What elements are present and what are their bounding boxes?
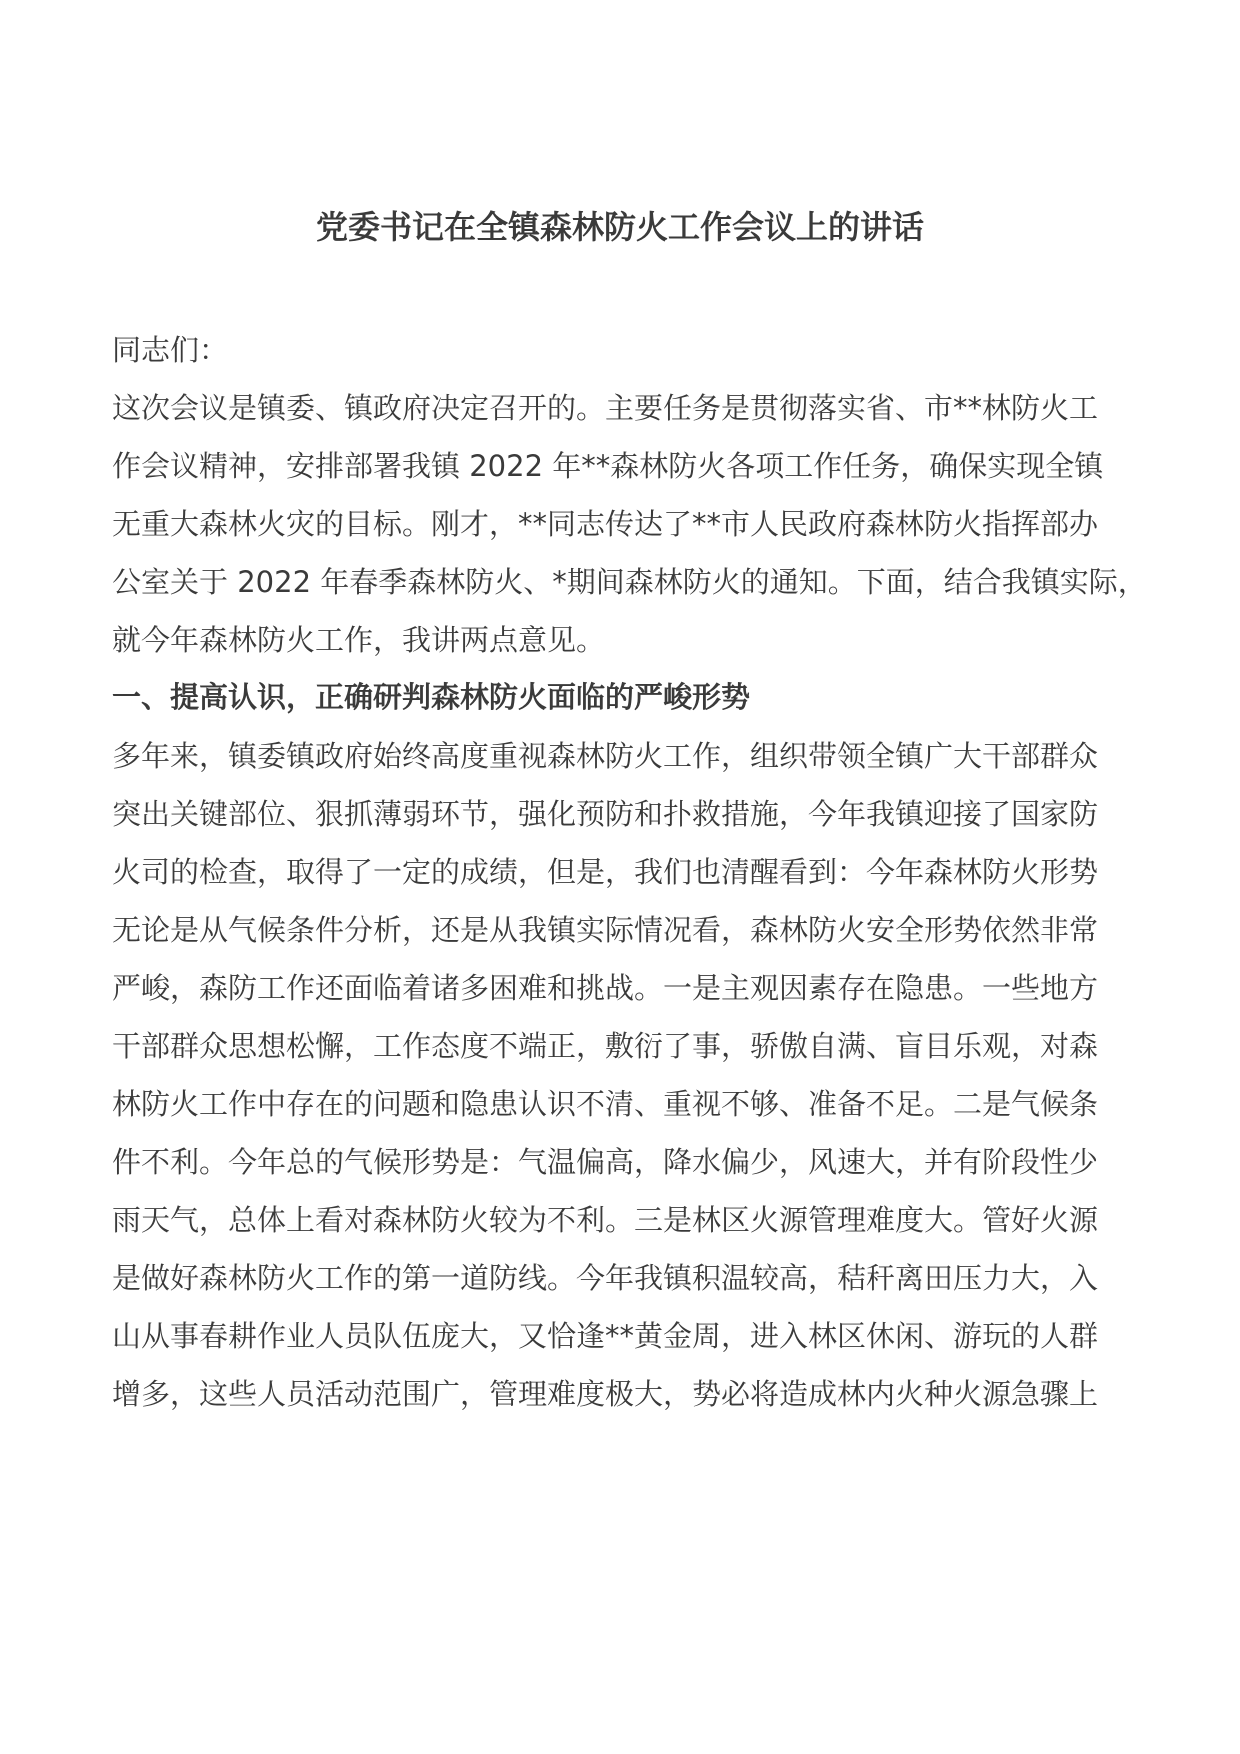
text-line: 作会议精神，安排部署我镇 2022 年**森林防火各项工作任务，确保实现全镇 [112, 449, 1104, 483]
text-line: 公室关于 2022 年春季森林防火、*期间森林防火的通知。下面，结合我镇实际， [112, 565, 1147, 599]
text-line: 火司的检查，取得了一定的成绩，但是，我们也清醒看到：今年森林防火形势 [112, 855, 1099, 889]
greeting: 同志们： [112, 333, 229, 367]
text-line: 林防火工作中存在的问题和隐患认识不清、重视不够、准备不足。二是气候条 [112, 1087, 1099, 1121]
text-line: 雨天气，总体上看对森林防火较为不利。三是林区火源管理难度大。管好火源 [112, 1203, 1099, 1237]
section-heading: 一、提高认识，正确研判森林防火面临的严峻形势 [112, 680, 751, 714]
text-line: 是做好森林防火工作的第一道防线。今年我镇积温较高，秸秆离田压力大，入 [112, 1261, 1099, 1295]
text-line: 山从事春耕作业人员队伍庞大，又恰逢**黄金周，进入林区休闲、游玩的人群 [112, 1319, 1099, 1353]
text-line: 件不利。今年总的气候形势是：气温偏高，降水偏少，风速大，并有阶段性少 [112, 1145, 1099, 1179]
text-line: 无论是从气候条件分析，还是从我镇实际情况看，森林防火安全形势依然非常 [112, 913, 1099, 947]
text-line: 突出关键部位、狠抓薄弱环节，强化预防和扑救措施，今年我镇迎接了国家防 [112, 797, 1099, 831]
text-line: 这次会议是镇委、镇政府决定召开的。主要任务是贯彻落实省、市**林防火工 [112, 391, 1099, 425]
text-line: 严峻，森防工作还面临着诸多困难和挑战。一是主观因素存在隐患。一些地方 [112, 971, 1099, 1005]
text-line: 多年来，镇委镇政府始终高度重视森林防火工作，组织带领全镇广大干部群众 [112, 739, 1099, 773]
text-line: 干部群众思想松懈，工作态度不端正，敷衍了事，骄傲自满、盲目乐观，对森 [112, 1029, 1099, 1063]
text-line: 无重大森林火灾的目标。刚才，**同志传达了**市人民政府森林防火指挥部办 [112, 507, 1099, 541]
document-title: 党委书记在全镇森林防火工作会议上的讲话 [315, 208, 924, 246]
text-line: 就今年森林防火工作，我讲两点意见。 [112, 623, 606, 657]
text-line: 增多，这些人员活动范围广，管理难度极大，势必将造成林内火种火源急骤上 [112, 1377, 1099, 1411]
